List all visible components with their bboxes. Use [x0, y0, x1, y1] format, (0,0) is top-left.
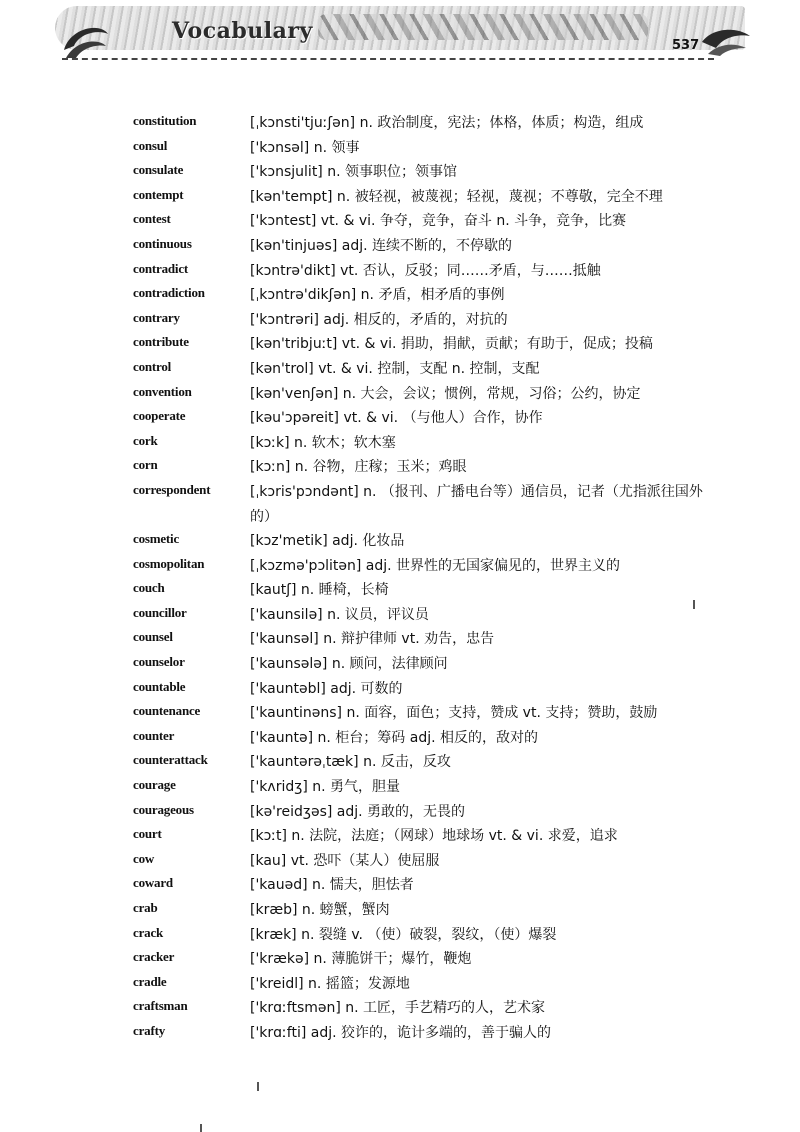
- headword: courage: [133, 777, 176, 793]
- headword: contempt: [133, 186, 184, 202]
- vocab-entry: [0, 603, 800, 628]
- definition: [kən'trol] vt. & vi. 控制，支配 n. 控制，支配: [250, 360, 540, 377]
- headword: corn: [133, 457, 158, 473]
- vocab-entry: [0, 898, 800, 923]
- vocab-entry: [0, 160, 800, 185]
- headword: crafty: [133, 1022, 165, 1038]
- definition: ['kɔntest] vt. & vi. 争夺，竞争，奋斗 n. 斗争，竞争，比赛: [250, 213, 627, 230]
- headword: continuous: [133, 235, 192, 251]
- scan-mark: [200, 1124, 202, 1132]
- vocab-entry: [0, 578, 800, 603]
- headword: coward: [133, 875, 173, 891]
- headword: couch: [133, 580, 165, 596]
- vocab-entry: [0, 308, 800, 333]
- definition: ['kɔntrəri] adj. 相反的，矛盾的，对抗的: [250, 311, 508, 328]
- headword: contrary: [133, 309, 180, 325]
- headword: control: [133, 358, 172, 374]
- vocab-entry: [0, 652, 800, 677]
- headword: cracker: [133, 949, 175, 965]
- headword: consulate: [133, 162, 184, 178]
- vocab-entry: [0, 996, 800, 1021]
- headword: countenance: [133, 703, 201, 719]
- definition: [kræb] n. 螃蟹，蟹肉: [250, 902, 390, 918]
- vocab-entry: [0, 775, 800, 800]
- definition: [ˌkɔnsti'tjuːʃən] n. 政治制度，宪法；体格，体质；构造，组成: [250, 115, 644, 131]
- vocab-entry: [0, 873, 800, 898]
- scan-mark: [693, 600, 695, 609]
- vocab-entry: [0, 947, 800, 972]
- definition: [kɔːk] n. 软木；软木塞: [250, 434, 396, 451]
- definition: ['kauntə] n. 柜台；筹码 adj. 相反的，敌对的: [250, 729, 538, 746]
- vocab-entry: [0, 111, 800, 136]
- headword: cradle: [133, 973, 167, 989]
- definition: [ˌkɔzmə'pɔlitən] adj. 世界性的无国家偏见的，世界主义的: [250, 557, 621, 574]
- headword: counselor: [133, 654, 185, 670]
- vocab-entry: [0, 677, 800, 702]
- definition: ['kauntəbl] adj. 可数的: [250, 680, 403, 697]
- swirl-ornament-icon: [60, 20, 112, 62]
- vocab-entry: [0, 234, 800, 259]
- headword: cork: [133, 432, 158, 448]
- headword: counsel: [133, 629, 173, 645]
- page-number: 537: [672, 38, 700, 53]
- vocab-entry: [0, 455, 800, 480]
- definition: ['krɑːfti] adj. 狡诈的，诡计多端的，善于骗人的: [250, 1024, 552, 1041]
- vocab-entry: [0, 972, 800, 997]
- headword: countable: [133, 678, 186, 694]
- definition: ['kauəd] n. 懦夫，胆怯者: [250, 877, 414, 894]
- definition: [kautʃ] n. 睡椅，长椅: [250, 582, 389, 599]
- definition: ['krækə] n. 薄脆饼干；爆竹，鞭炮: [250, 951, 472, 968]
- headword: consul: [133, 137, 168, 153]
- vocab-entry: [0, 406, 800, 431]
- vocab-entry: [0, 382, 800, 407]
- definition: ['krɑːftsmən] n. 工匠，手艺精巧的人，艺术家: [250, 1000, 546, 1017]
- swirl-ornament-right-icon: [700, 26, 752, 58]
- definition: [kræk] n. 裂缝 v. （使）破裂，裂纹，（使）爆裂: [250, 926, 557, 943]
- definition: [kən'tribjuːt] vt. & vi. 捐助，捐献，贡献；有助于，促成；投稿: [250, 336, 653, 353]
- headword: counter: [133, 727, 175, 743]
- definition: [kə'reidʒəs] adj. 勇敢的，无畏的: [250, 803, 466, 820]
- definition: [kən'tempt] n. 被轻视，被蔑视；轻视，蔑视；不尊敬，完全不理: [250, 188, 663, 205]
- headword: court: [133, 826, 162, 842]
- headword: crab: [133, 900, 158, 915]
- headword: convention: [133, 383, 192, 399]
- header-decoration: [318, 14, 648, 40]
- definition: [kɔːt] n. 法院，法庭；（网球）地球场 vt. & vi. 求爱，追求: [250, 828, 618, 845]
- vocab-entry: [0, 529, 800, 554]
- definition: [ˌkɔris'pɔndənt] n. （报刊、广播电台等）通信员，记者（尤指派往国外的）: [250, 483, 703, 525]
- headword: contradiction: [133, 285, 205, 301]
- definition: ['kaunsələ] n. 顾问，法律顾问: [250, 656, 448, 673]
- definition: [ˌkɔntrə'dikʃən] n. 矛盾，相矛盾的事例: [250, 287, 505, 304]
- definition: ['kauntərəˌtæk] n. 反击，反攻: [250, 754, 451, 771]
- section-title: Vocabulary: [172, 18, 313, 44]
- vocab-entry: [0, 726, 800, 751]
- scan-mark: [257, 1082, 259, 1091]
- definition: [kɔːn] n. 谷物，庄稼；玉米；鸡眼: [250, 459, 467, 476]
- definition: [kən'tinjuəs] adj. 连续不断的，不停歇的: [250, 237, 512, 254]
- header-divider: [62, 58, 714, 60]
- definition: [kau] vt. 恐吓（某人）使屈服: [250, 852, 440, 869]
- page-header: [0, 0, 800, 72]
- vocab-entry: [0, 259, 800, 284]
- vocab-entry: [0, 1021, 800, 1046]
- vocab-entry: [0, 554, 800, 579]
- vocab-entry: [0, 627, 800, 652]
- definition: [kəu'ɔpəreit] vt. & vi. （与他人）合作，协作: [250, 410, 543, 427]
- definition: ['kreidl] n. 摇篮；发源地: [250, 975, 410, 992]
- headword: cosmetic: [133, 531, 180, 547]
- vocab-entry: [0, 357, 800, 382]
- headword: craftsman: [133, 998, 188, 1014]
- vocab-entry: [0, 923, 800, 948]
- definition: ['kaunsəl] n. 辩护律师 vt. 劝告，忠告: [250, 631, 495, 648]
- definition: [kɔz'metik] adj. 化妆品: [250, 533, 405, 550]
- vocab-entry: [0, 431, 800, 456]
- vocab-entry: [0, 750, 800, 775]
- vocabulary-list: [0, 111, 800, 1046]
- vocab-entry: [0, 824, 800, 849]
- definition: [kɔntrə'dikt] vt. 否认，反驳；同……矛盾，与……抵触: [250, 262, 601, 279]
- headword: cosmopolitan: [133, 555, 205, 571]
- headword: counterattack: [133, 752, 208, 768]
- vocab-entry: [0, 136, 800, 161]
- vocab-entry: [0, 800, 800, 825]
- definition: ['kɔnsjulit] n. 领事职位；领事馆: [250, 164, 457, 181]
- headword: contribute: [133, 334, 189, 350]
- vocab-entry: [0, 209, 800, 234]
- headword: councillor: [133, 604, 187, 620]
- vocab-entry: [0, 701, 800, 726]
- vocab-entry: [0, 185, 800, 210]
- definition: ['kaunsilə] n. 议员，评议员: [250, 606, 429, 623]
- vocab-entry: [0, 332, 800, 357]
- headword: correspondent: [133, 481, 211, 497]
- headword: crack: [133, 924, 164, 940]
- vocab-entry: [0, 480, 800, 529]
- vocab-entry: [0, 849, 800, 874]
- headword: constitution: [133, 113, 197, 128]
- headword: contradict: [133, 260, 189, 276]
- definition: ['kauntinəns] n. 面容，面色；支持，赞成 vt. 支持；赞助，鼓励: [250, 705, 658, 722]
- vocab-entry: [0, 283, 800, 308]
- definition: [kən'venʃən] n. 大会，会议；惯例，常规，习俗；公约，协定: [250, 385, 641, 402]
- definition: ['kʌridʒ] n. 勇气，胆量: [250, 779, 401, 796]
- headword: cooperate: [133, 408, 186, 424]
- headword: contest: [133, 211, 171, 227]
- headword: cow: [133, 850, 155, 866]
- definition: ['kɔnsəl] n. 领事: [250, 139, 360, 156]
- headword: courageous: [133, 801, 194, 817]
